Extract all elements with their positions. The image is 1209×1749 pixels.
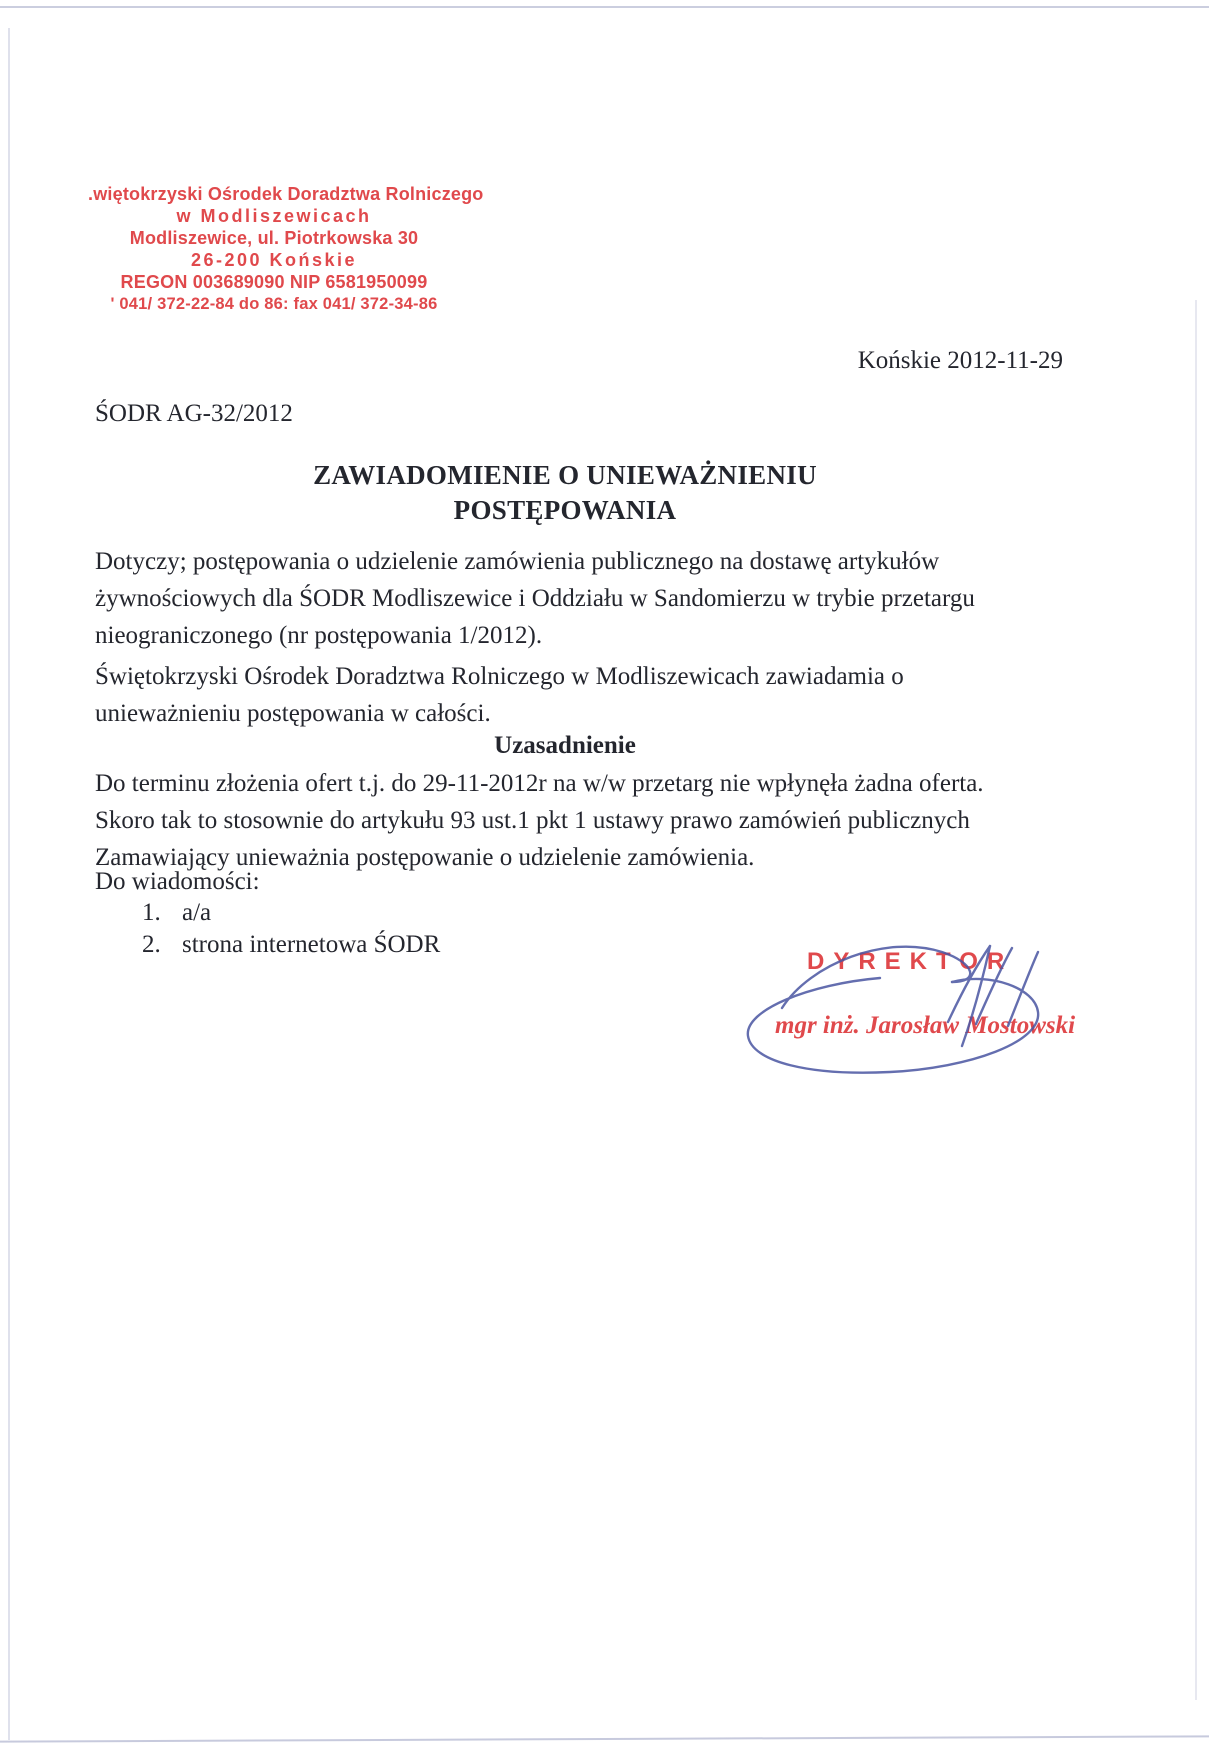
paragraph-subject-line: żywnościowych dla ŚODR Modliszewice i Oddziału w Sandomierzu w trybie przetargu [95,585,975,612]
paragraph-subject-line: nieograniczonego (nr postępowania 1/2012). [95,622,543,649]
paragraph-justification [95,765,1125,876]
office-address-stamp [88,183,484,315]
scan-edge-left [8,28,10,1740]
paragraph-subject-line: Dotyczy; postępowania o udzielenie zamówienia publicznego na dostawę artykułów [95,548,940,575]
place-and-date: Końskie 2012-11-29 [857,347,1063,374]
signature-block [690,930,1090,1110]
paragraph-subject [95,543,1125,654]
paragraph-announcement-line: unieważnieniu postępowania w całości. [95,700,491,727]
stamp-street: Modliszewice, ul. Piotrkowska 30 [129,228,419,248]
distribution-item [142,931,440,959]
document-title-line1: ZAWIADOMIENIE O UNIEWAŻNIENIU [313,460,817,490]
stamp-phone-fax: ' 041/ 372-22-84 do 86: fax 041/ 372-34-86 [110,295,438,313]
stamp-org-name: .więtokrzyski Ośrodek Doradztwa Rolniczego [88,184,484,204]
distribution-item-number: 1. [142,899,161,926]
paragraph-announcement [95,658,1125,732]
scan-edge-right [1195,300,1197,1700]
paragraph-justification-line: Do terminu złożenia ofert t.j. do 29-11-2012r na w/w przetarg nie wpłynęła żadna oferta. [95,770,984,797]
paragraph-announcement-line: Świętokrzyski Ośrodek Doradztwa Rolniczego w Modliszewicach zawiadamia o [95,663,904,690]
stamp-postal-city: 26-200 Końskie [190,250,358,270]
stamp-org-location: w Modliszewicach [176,206,372,226]
distribution-item-text: strona internetowa ŚODR [182,931,441,958]
scan-edge-top [0,6,1209,8]
justification-heading: Uzasadnienie [494,732,636,759]
handwritten-signature-ink [690,930,1090,1110]
distribution-item [142,899,211,927]
reference-number: ŚODR AG-32/2012 [95,400,293,427]
stamp-regon-nip: REGON 003689090 NIP 6581950099 [120,272,428,292]
document-title [95,458,1035,528]
scan-edge-bottom [0,1735,1209,1742]
distribution-item-text: a/a [182,899,212,926]
paragraph-justification-line: Zamawiający unieważnia postępowanie o udzielenie zamówienia. [95,844,755,871]
distribution-item-number: 2. [142,931,161,958]
distribution-heading: Do wiadomości: [95,868,260,895]
document-title-line2: POSTĘPOWANIA [453,495,677,525]
paragraph-justification-line: Skoro tak to stosownie do artykułu 93 ust.1 pkt 1 ustawy prawo zamówień publicznych [95,807,970,834]
signer-name-stamp: mgr inż. Jarosław Mostowski [775,1012,1076,1039]
director-stamp-title: DYREKTOR [807,948,1014,975]
